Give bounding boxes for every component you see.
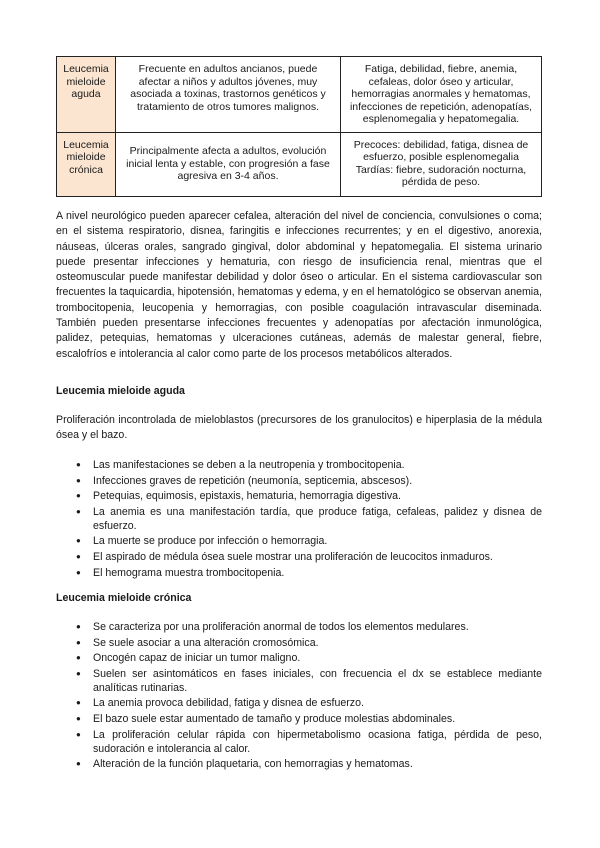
list-item: ● Se suele asociar a una alteración cromosómica. bbox=[56, 636, 542, 650]
list-item: ● La anemia es una manifestación tardía, que produce fatiga, cefaleas, palidez y disnea de esfuerzo. bbox=[56, 505, 542, 533]
section-heading-aguda: Leucemia mieloide aguda bbox=[56, 385, 185, 397]
table-cell-description: Frecuente en adultos ancianos, puede afectar a niños y adultos jóvenes, muy asociada a toxinas, trastornos genéticos y tratamiento de otros tumores malignos. bbox=[116, 57, 341, 133]
table-cell-type: Leucemia mieloide aguda bbox=[57, 57, 116, 133]
list-item: ● Las manifestaciones se deben a la neutropenia y trombocitopenia. bbox=[56, 458, 542, 472]
list-item: ● Petequias, equimosis, epistaxis, hematuria, hemorragia digestiva. bbox=[56, 489, 542, 503]
list-item: ● La muerte se produce por infección o hemorragia. bbox=[56, 534, 542, 548]
list-item: ● El bazo suele estar aumentado de tamaño y produce molestias abdominales. bbox=[56, 712, 542, 726]
list-item: ● Se caracteriza por una proliferación anormal de todos los elementos medulares. bbox=[56, 620, 542, 634]
table-cell-symptoms: Precoces: debilidad, fatiga, disnea de esfuerzo, posible esplenomegalia Tardías: fiebre, sudoración nocturna, pérdida de peso. bbox=[341, 132, 542, 196]
table-cell-type: Leucemia mieloide crónica bbox=[57, 132, 116, 196]
list-item: ● La proliferación celular rápida con hipermetabolismo ocasiona fatiga, pérdida de peso, sudoración e intolerancia al calor. bbox=[56, 728, 542, 756]
list-item: ● El aspirado de médula ósea suele mostrar una proliferación de leucocitos inmaduros. bbox=[56, 550, 542, 564]
table-row bbox=[57, 57, 542, 133]
aguda-bullet-list bbox=[56, 458, 542, 581]
table-row bbox=[57, 132, 542, 196]
cronica-bullet-list bbox=[56, 620, 542, 773]
leukemia-table bbox=[56, 56, 542, 197]
list-item: ● Suelen ser asintomáticos en fases iniciales, con frecuencia el dx se establece mediante analíticas rutinarias. bbox=[56, 667, 542, 695]
intro-paragraph: A nivel neurológico pueden aparecer cefalea, alteración del nivel de conciencia, convulsiones o coma; en el sistema respiratorio, disnea, faringitis e infecciones recurrentes; y en el digestivo, anorexia, náuseas, úlceras orales, sangrado gingival, dolor abdominal y hepatomegalia. El sistema urinario puede presentar infecciones y hematuria, con riesgo de insuficiencia renal, mientras que el osteomuscular puede manifestar debilidad y dolor óseo o articular. En el sistema cardiovascular son frecuentes la taquicardia, hipotensión, hematomas y edema, y en el hematológico se observan anemia, trombocitopenia, leucopenia y hemorragias, con posible coagulación intravascular diseminada. También pueden presentarse infecciones frecuentes y adenopatías por afectación inmunológica, palidez, petequias, hematomas y ulceraciones cutáneas, además de malestar general, fiebre, escalofríos e intolerancia al calor como parte de los procesos metabólicos alterados. bbox=[56, 210, 542, 360]
list-item: ● Infecciones graves de repetición (neumonía, septicemia, abscesos). bbox=[56, 474, 542, 488]
list-item: ● El hemograma muestra trombocitopenia. bbox=[56, 566, 542, 580]
list-item: ● Oncogén capaz de iniciar un tumor maligno. bbox=[56, 651, 542, 665]
table-cell-description: Principalmente afecta a adultos, evolución inicial lenta y estable, con progresión a fase agresiva en 3-4 años. bbox=[116, 132, 341, 196]
section-heading-cronica: Leucemia mieloide crónica bbox=[56, 592, 192, 604]
list-item: ● Alteración de la función plaquetaria, con hemorragias y hematomas. bbox=[56, 757, 542, 771]
aguda-paragraph: Proliferación incontrolada de mieloblastos (precursores de los granulocitos) e hiperplasia de la médula ósea y el bazo. bbox=[56, 414, 542, 442]
list-item: ● La anemia provoca debilidad, fatiga y disnea de esfuerzo. bbox=[56, 696, 542, 710]
table-cell-symptoms: Fatiga, debilidad, fiebre, anemia, cefaleas, dolor óseo y articular, hemorragias anormales y hematomas, infecciones de repetición, adenopatías, esplenomegalia y hepatomegalia. bbox=[341, 57, 542, 133]
